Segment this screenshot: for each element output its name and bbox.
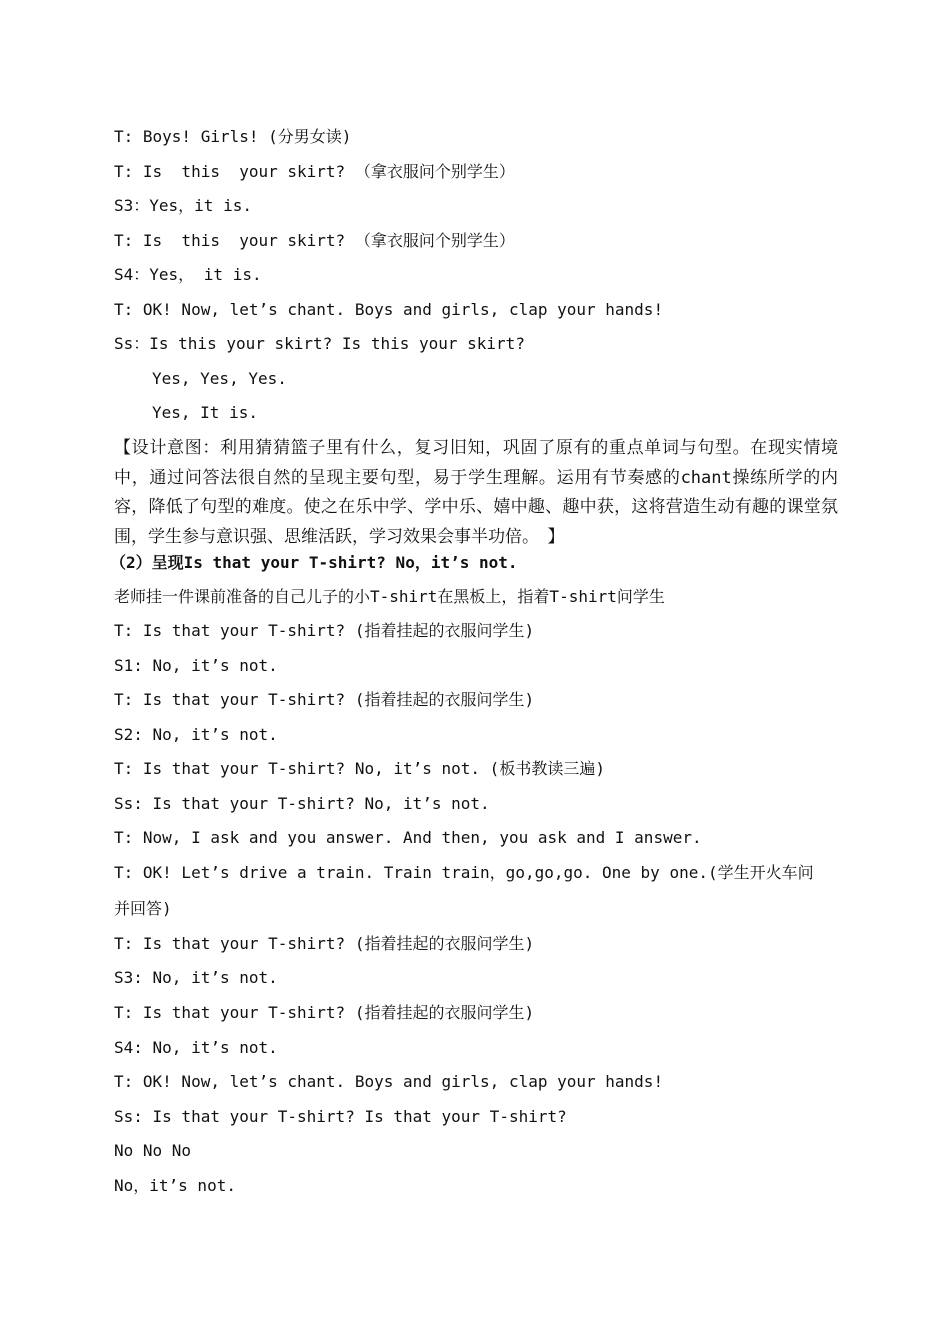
section-heading: （2）呈现Is that your T-shirt? No，it’s not. bbox=[110, 553, 518, 572]
dialogue-line: T: OK! Now, let’s chant. Boys and girls, clap your hands! bbox=[114, 1072, 664, 1091]
chant-line: Yes, Yes, Yes. bbox=[152, 369, 287, 388]
dialogue-line: S4：Yes， it is. bbox=[114, 265, 262, 284]
dialogue-line: T: OK! Let’s drive a train. Train train，go,go,go. One by one.(学生开火车问 bbox=[114, 863, 814, 882]
dialogue-line: T: Is that your T-shirt? (指着挂起的衣服问学生) bbox=[114, 621, 535, 640]
dialogue-line: 并回答) bbox=[114, 899, 172, 918]
chant-line: No No No bbox=[114, 1141, 192, 1160]
dialogue-line: S2: No, it’s not. bbox=[114, 725, 278, 744]
chant-line: Yes, It is. bbox=[152, 403, 258, 422]
dialogue-line: T: Boys! Girls! (分男女读) bbox=[114, 127, 352, 146]
dialogue-line: T: Is that your T-shirt? (指着挂起的衣服问学生) bbox=[114, 690, 535, 709]
dialogue-line: Ss: Is that your T-shirt? No, it’s not. bbox=[114, 794, 490, 813]
dialogue-line: T: Is that your T-shirt? (指着挂起的衣服问学生) bbox=[114, 1003, 535, 1022]
dialogue-line: T: Now, I ask and you answer. And then, you ask and I answer. bbox=[114, 828, 702, 847]
dialogue-line: Ss: Is that your T-shirt? Is that your T-shirt? bbox=[114, 1107, 567, 1126]
dialogue-line: T: Is this your skirt? （拿衣服问个别学生） bbox=[114, 231, 515, 250]
dialogue-line: S3: No, it’s not. bbox=[114, 968, 278, 987]
dialogue-line: S4: No, it’s not. bbox=[114, 1038, 278, 1057]
dialogue-line: Ss：Is this your skirt? Is this your skirt? bbox=[114, 334, 525, 353]
dialogue-line: S1: No, it’s not. bbox=[114, 656, 278, 675]
dialogue-line: S3：Yes，it is. bbox=[114, 196, 252, 215]
dialogue-line: T: OK! Now, let’s chant. Boys and girls, clap your hands! bbox=[114, 300, 664, 319]
design-intent-note: 【设计意图：利用猜猜篮子里有什么，复习旧知，巩固了原有的重点单词与句型。在现实情境中，通过问答法很自然的呈现主要句型，易于学生理解。运用有节奏感的chant操练所学的内容，降低了句型的难度。使之在乐中学、学中乐、嬉中趣、趣中获，这将营造生动有趣的课堂氛围，学生参与意识强、思维活跃，学习效果会事半功倍。 】 bbox=[114, 438, 838, 547]
dialogue-line: T: Is that your T-shirt? (指着挂起的衣服问学生) bbox=[114, 934, 535, 953]
section-intro: 老师挂一件课前准备的自己儿子的小T-shirt在黑板上，指着T-shirt问学生 bbox=[114, 587, 665, 606]
chant-line: No，it’s not. bbox=[114, 1176, 236, 1195]
dialogue-line: T: Is that your T-shirt? No, it’s not. (板书教读三遍) bbox=[114, 759, 605, 778]
dialogue-line: T: Is this your skirt? （拿衣服问个别学生） bbox=[114, 162, 515, 181]
